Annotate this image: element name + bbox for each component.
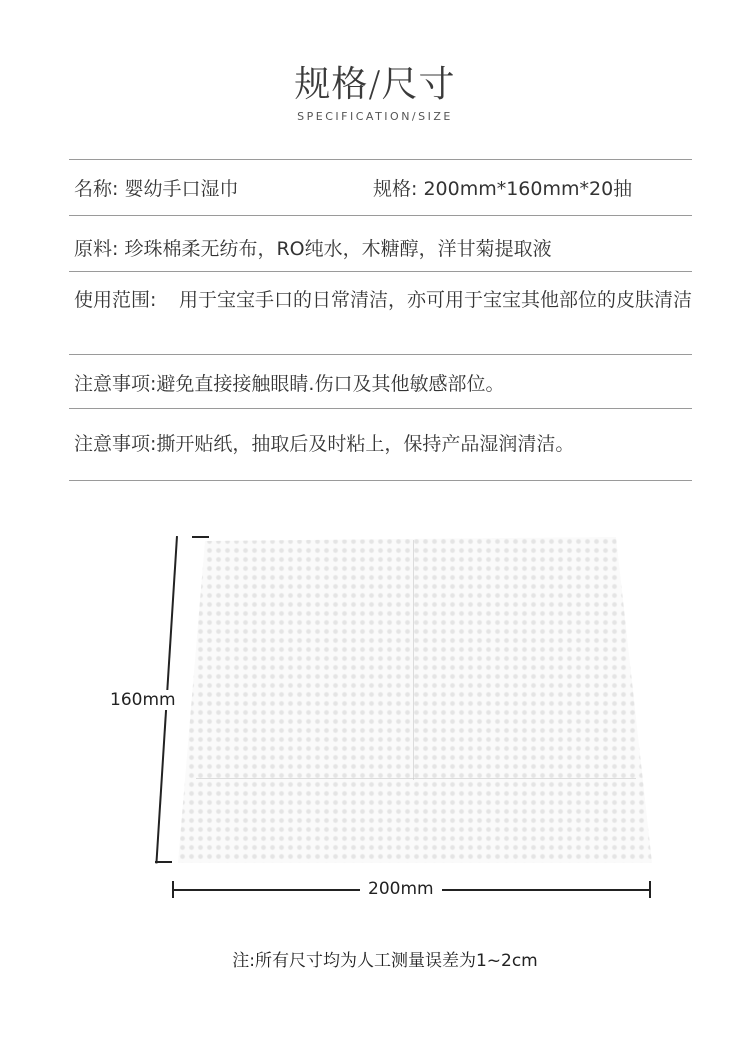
- height-dimension-tick-top: [192, 536, 209, 538]
- spec-row-caution-1: [69, 355, 692, 408]
- product-size: 规格: 200mm*160mm*20抽: [373, 178, 633, 200]
- wipe-fold-vertical: [413, 540, 414, 780]
- page-subtitle: SPECIFICATION/SIZE: [297, 110, 453, 123]
- width-label: 200mm: [360, 879, 442, 899]
- page-title: 规格/尺寸: [294, 64, 456, 105]
- height-label: 160mm: [110, 690, 176, 710]
- wet-wipe-image: [178, 537, 652, 863]
- spec-table: [69, 159, 692, 481]
- usage-value: 用于宝宝手口的日常清洁，亦可用于宝宝其他部位的皮肤清洁: [179, 289, 693, 311]
- divider: [69, 480, 692, 481]
- caution-text-1: 注意事项:避免直接接触眼睛.伤口及其他敏感部位。: [74, 373, 505, 395]
- height-dimension-tick-bottom: [155, 861, 172, 863]
- usage-label: 使用范围:: [74, 289, 157, 311]
- width-dimension-tick-left: [172, 881, 174, 898]
- spec-row-usage: [69, 272, 692, 354]
- measurement-note: 注:所有尺寸均为人工测量误差为1~2cm: [232, 951, 538, 971]
- width-dimension-tick-right: [649, 881, 651, 898]
- spec-row-material: [69, 216, 692, 271]
- spec-row-caution-2: [69, 409, 692, 480]
- caution-text-2: 注意事项:撕开贴纸，抽取后及时粘上，保持产品湿润清洁。: [74, 433, 575, 455]
- product-name: 名称: 婴幼手口湿巾: [74, 178, 239, 200]
- wipe-fold-horizontal: [196, 778, 636, 779]
- spec-row-name-size: [69, 160, 692, 215]
- material-text: 原料: 珍珠棉柔无纺布，RO纯水，木糖醇，洋甘菊提取液: [74, 238, 552, 260]
